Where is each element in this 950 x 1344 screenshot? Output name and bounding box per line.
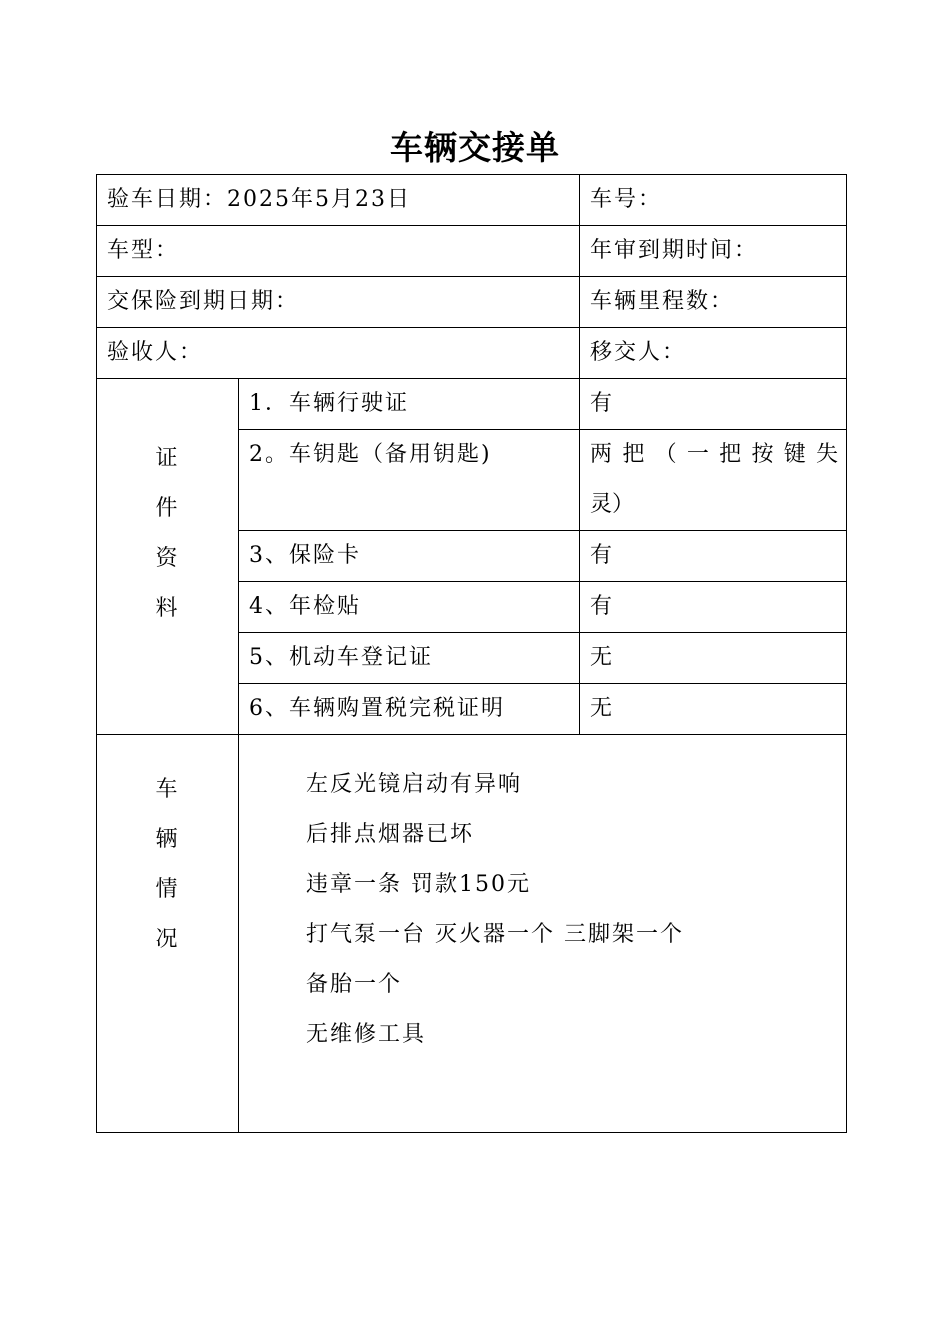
document-name: 3、保险卡: [239, 531, 580, 582]
document-name: 5、机动车登记证: [239, 633, 580, 684]
mileage-field[interactable]: 车辆里程数：: [580, 277, 847, 328]
label-char: 况: [155, 927, 180, 952]
condition-row: [97, 735, 847, 1133]
inspect-date-field[interactable]: 验车日期：2025年5月23日: [97, 175, 580, 226]
document-status[interactable]: 有: [580, 582, 847, 633]
label-char: 资: [155, 546, 180, 571]
condition-note: 打气泵一台 灭火器一个 三脚架一个: [306, 922, 684, 947]
condition-note: 备胎一个: [306, 972, 403, 997]
header-row-4: [97, 328, 847, 379]
label-char: 件: [155, 496, 180, 521]
annual-review-field[interactable]: 年审到期时间：: [580, 226, 847, 277]
document-status[interactable]: 有: [580, 379, 847, 430]
document-name: 1．车辆行驶证: [239, 379, 580, 430]
handover-person-field[interactable]: 移交人：: [580, 328, 847, 379]
header-row-2: [97, 226, 847, 277]
document-name: 6、车辆购置税完税证明: [239, 684, 580, 735]
header-row-3: [97, 277, 847, 328]
receiver-field[interactable]: 验收人：: [97, 328, 580, 379]
label-char: 辆: [155, 827, 180, 852]
document-name: 4、年检贴: [239, 582, 580, 633]
condition-section-label: [97, 735, 239, 1133]
label-char: 证: [155, 446, 180, 471]
header-row-1: [97, 175, 847, 226]
handover-form-table: [96, 174, 847, 1133]
document-status[interactable]: 无: [580, 684, 847, 735]
document-status[interactable]: 有: [580, 531, 847, 582]
condition-note: 左反光镜启动有异响: [306, 772, 523, 797]
label-char: 车: [155, 777, 180, 802]
condition-note: 违章一条 罚款150元: [306, 872, 531, 897]
document-status-line: 灵）: [590, 492, 635, 517]
document-name: 2。车钥匙（备用钥匙): [239, 430, 580, 531]
condition-notes[interactable]: [239, 735, 847, 1133]
plate-number-field[interactable]: 车号：: [580, 175, 847, 226]
label-char: 料: [155, 596, 180, 621]
label-char: 情: [155, 877, 180, 902]
document-row: [97, 379, 847, 430]
condition-note: 无维修工具: [306, 1022, 427, 1047]
document-status[interactable]: 无: [580, 633, 847, 684]
insurance-expiry-field[interactable]: 交保险到期日期：: [97, 277, 580, 328]
documents-section-label: [97, 379, 239, 735]
document-status-line: 两把（一把按键失: [590, 442, 839, 467]
vehicle-model-field[interactable]: 车型：: [97, 226, 580, 277]
document-title: 车辆交接单: [390, 128, 560, 167]
document-status[interactable]: [580, 430, 847, 531]
condition-note: 后排点烟器已坏: [306, 822, 475, 847]
